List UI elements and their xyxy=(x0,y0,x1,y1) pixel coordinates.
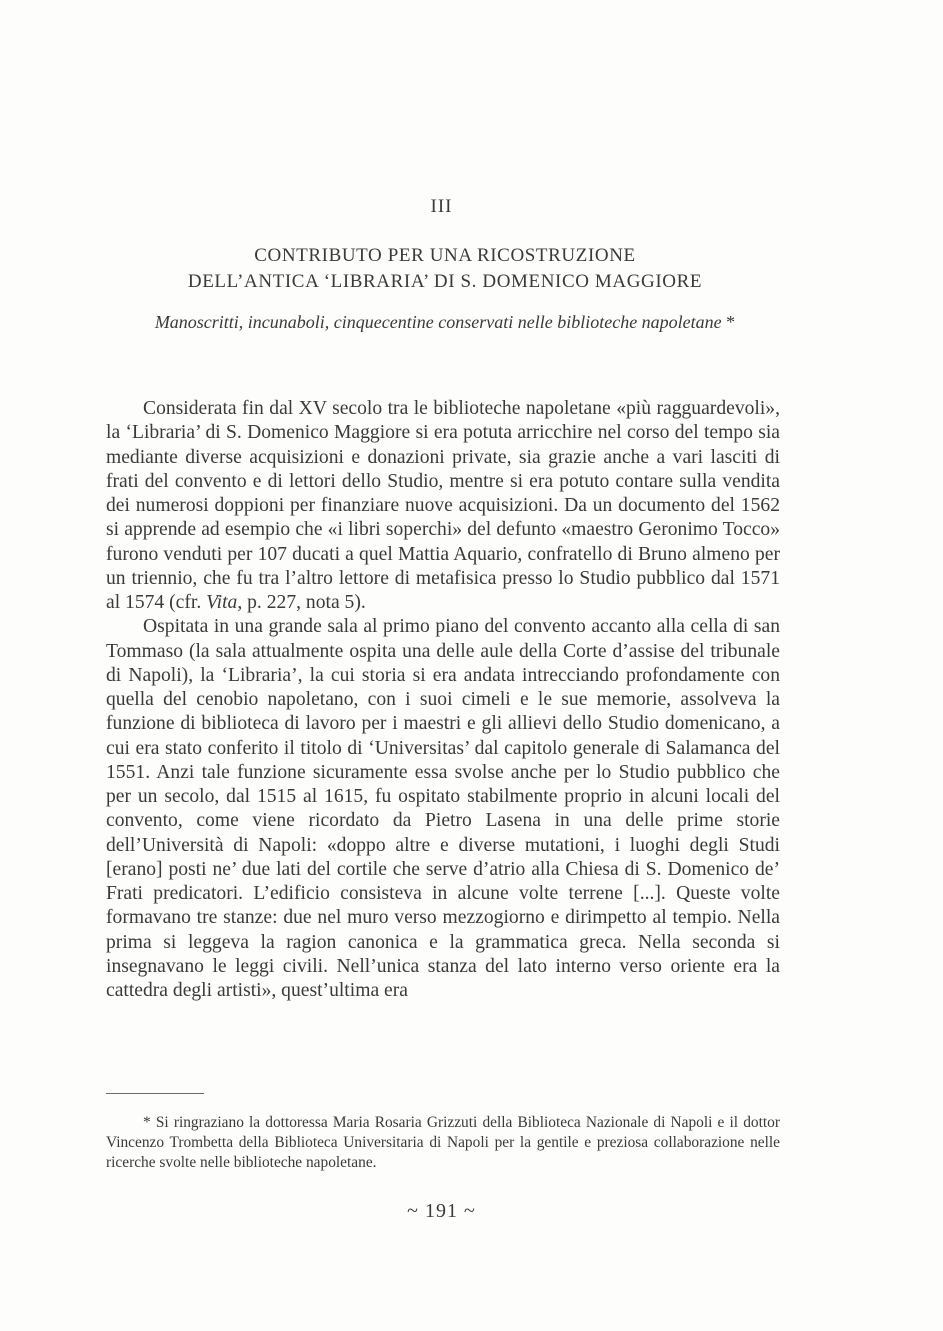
paragraph-1-italic: Vita xyxy=(206,592,238,613)
chapter-subtitle-text: Manoscritti, incunaboli, cinquecentine conservati nelle biblioteche napoletane xyxy=(154,312,722,332)
body-text xyxy=(106,397,780,1003)
footnote-marker: * xyxy=(726,312,736,332)
footnote-divider xyxy=(106,1093,204,1094)
paragraph-1 xyxy=(106,397,780,615)
footnote-text: * Si ringraziano la dottoressa Maria Rosaria Grizzuti della Biblioteca Nazionale di Napoli e il dottor Vincenzo Trombetta della Biblioteca Universitaria di Napoli per la gentile e preziosa collaborazione nelle ricerche svolte nelle biblioteche napoletane. xyxy=(106,1114,780,1171)
chapter-subtitle xyxy=(60,312,830,333)
page-number: ~ 191 ~ xyxy=(407,1200,476,1222)
chapter-title-line-1: CONTRIBUTO PER UNA RICOSTRUZIONE xyxy=(254,245,636,266)
paragraph-1-text-b: , p. 227, nota 5). xyxy=(237,592,366,613)
footnote xyxy=(106,1113,780,1173)
paragraph-2: Ospitata in una grande sala al primo piano del convento accanto alla cella di san Tommaso (la sala attualmente ospita una delle aule della Corte d’assise del tribunale di Napoli), la ‘Libraria’, la cui storia si era andata intrecciando profondamente con quella del cenobio napoletano, con i suoi cimeli e le sue memorie, assolveva la funzione di biblioteca di lavoro per i maestri e gli allievi dello Studio domenicano, a cui era stato conferito il titolo di ‘Universitas’ dal capitolo generale di Salamanca del 1551. Anzi tale funzione sicuramente essa svolse anche per lo Studio pubblico che per un secolo, dal 1515 al 1615, fu ospitato stabilmente proprio in alcuni locali del convento, come viene ricordato da Pietro Lasena in una delle prime storie dell’Università di Napoli: «doppo altre e diverse mutationi, i luoghi degli Studi [erano] posti ne’ due lati del cortile che serve d’atrio alla Chiesa di S. Domenico de’ Frati predicatori. L’edificio consisteva in alcune volte terrene [...]. Queste volte formavano tre stanze: due nel muro verso mezzogiorno e dirimpetto al tempio. Nella prima si leggeva la ragion canonica e la grammatica greca. Nella seconda si insegnavano le leggi civili. Nell’unica stanza del lato interno verso oriente era la cattedra degli artisti», quest’ultima era xyxy=(106,616,780,1001)
chapter-title-line-2: DELL’ANTICA ‘LIBRARIA’ DI S. DOMENICO MAGGIORE xyxy=(187,271,703,292)
paragraph-1-text-a: Considerata fin dal XV secolo tra le biblioteche napoletane «più ragguardevoli», la ‘Libraria’ di S. Domenico Maggiore si era potuta arricchire nel corso del tempo sia mediante diverse acquisizioni e donazioni private, sia grazie anche a vari lasciti di frati del convento e di lettori dello Studio, mentre si era potuto contare sulla vendita dei numerosi doppioni per finanziare nuove acquisizioni. Da un documento del 1562 si apprende ad esempio che «i libri soperchi» del defunto «maestro Geronimo Tocco» furono venduti per 107 ducati a quel Mattia Aquario, confratello di Bruno almeno per un triennio, che fu tra l’altro lettore di metafisica presso lo Studio pubblico dal 1571 al 1574 (cfr. xyxy=(106,398,780,613)
chapter-number: III xyxy=(430,196,453,217)
chapter-title xyxy=(100,243,790,295)
